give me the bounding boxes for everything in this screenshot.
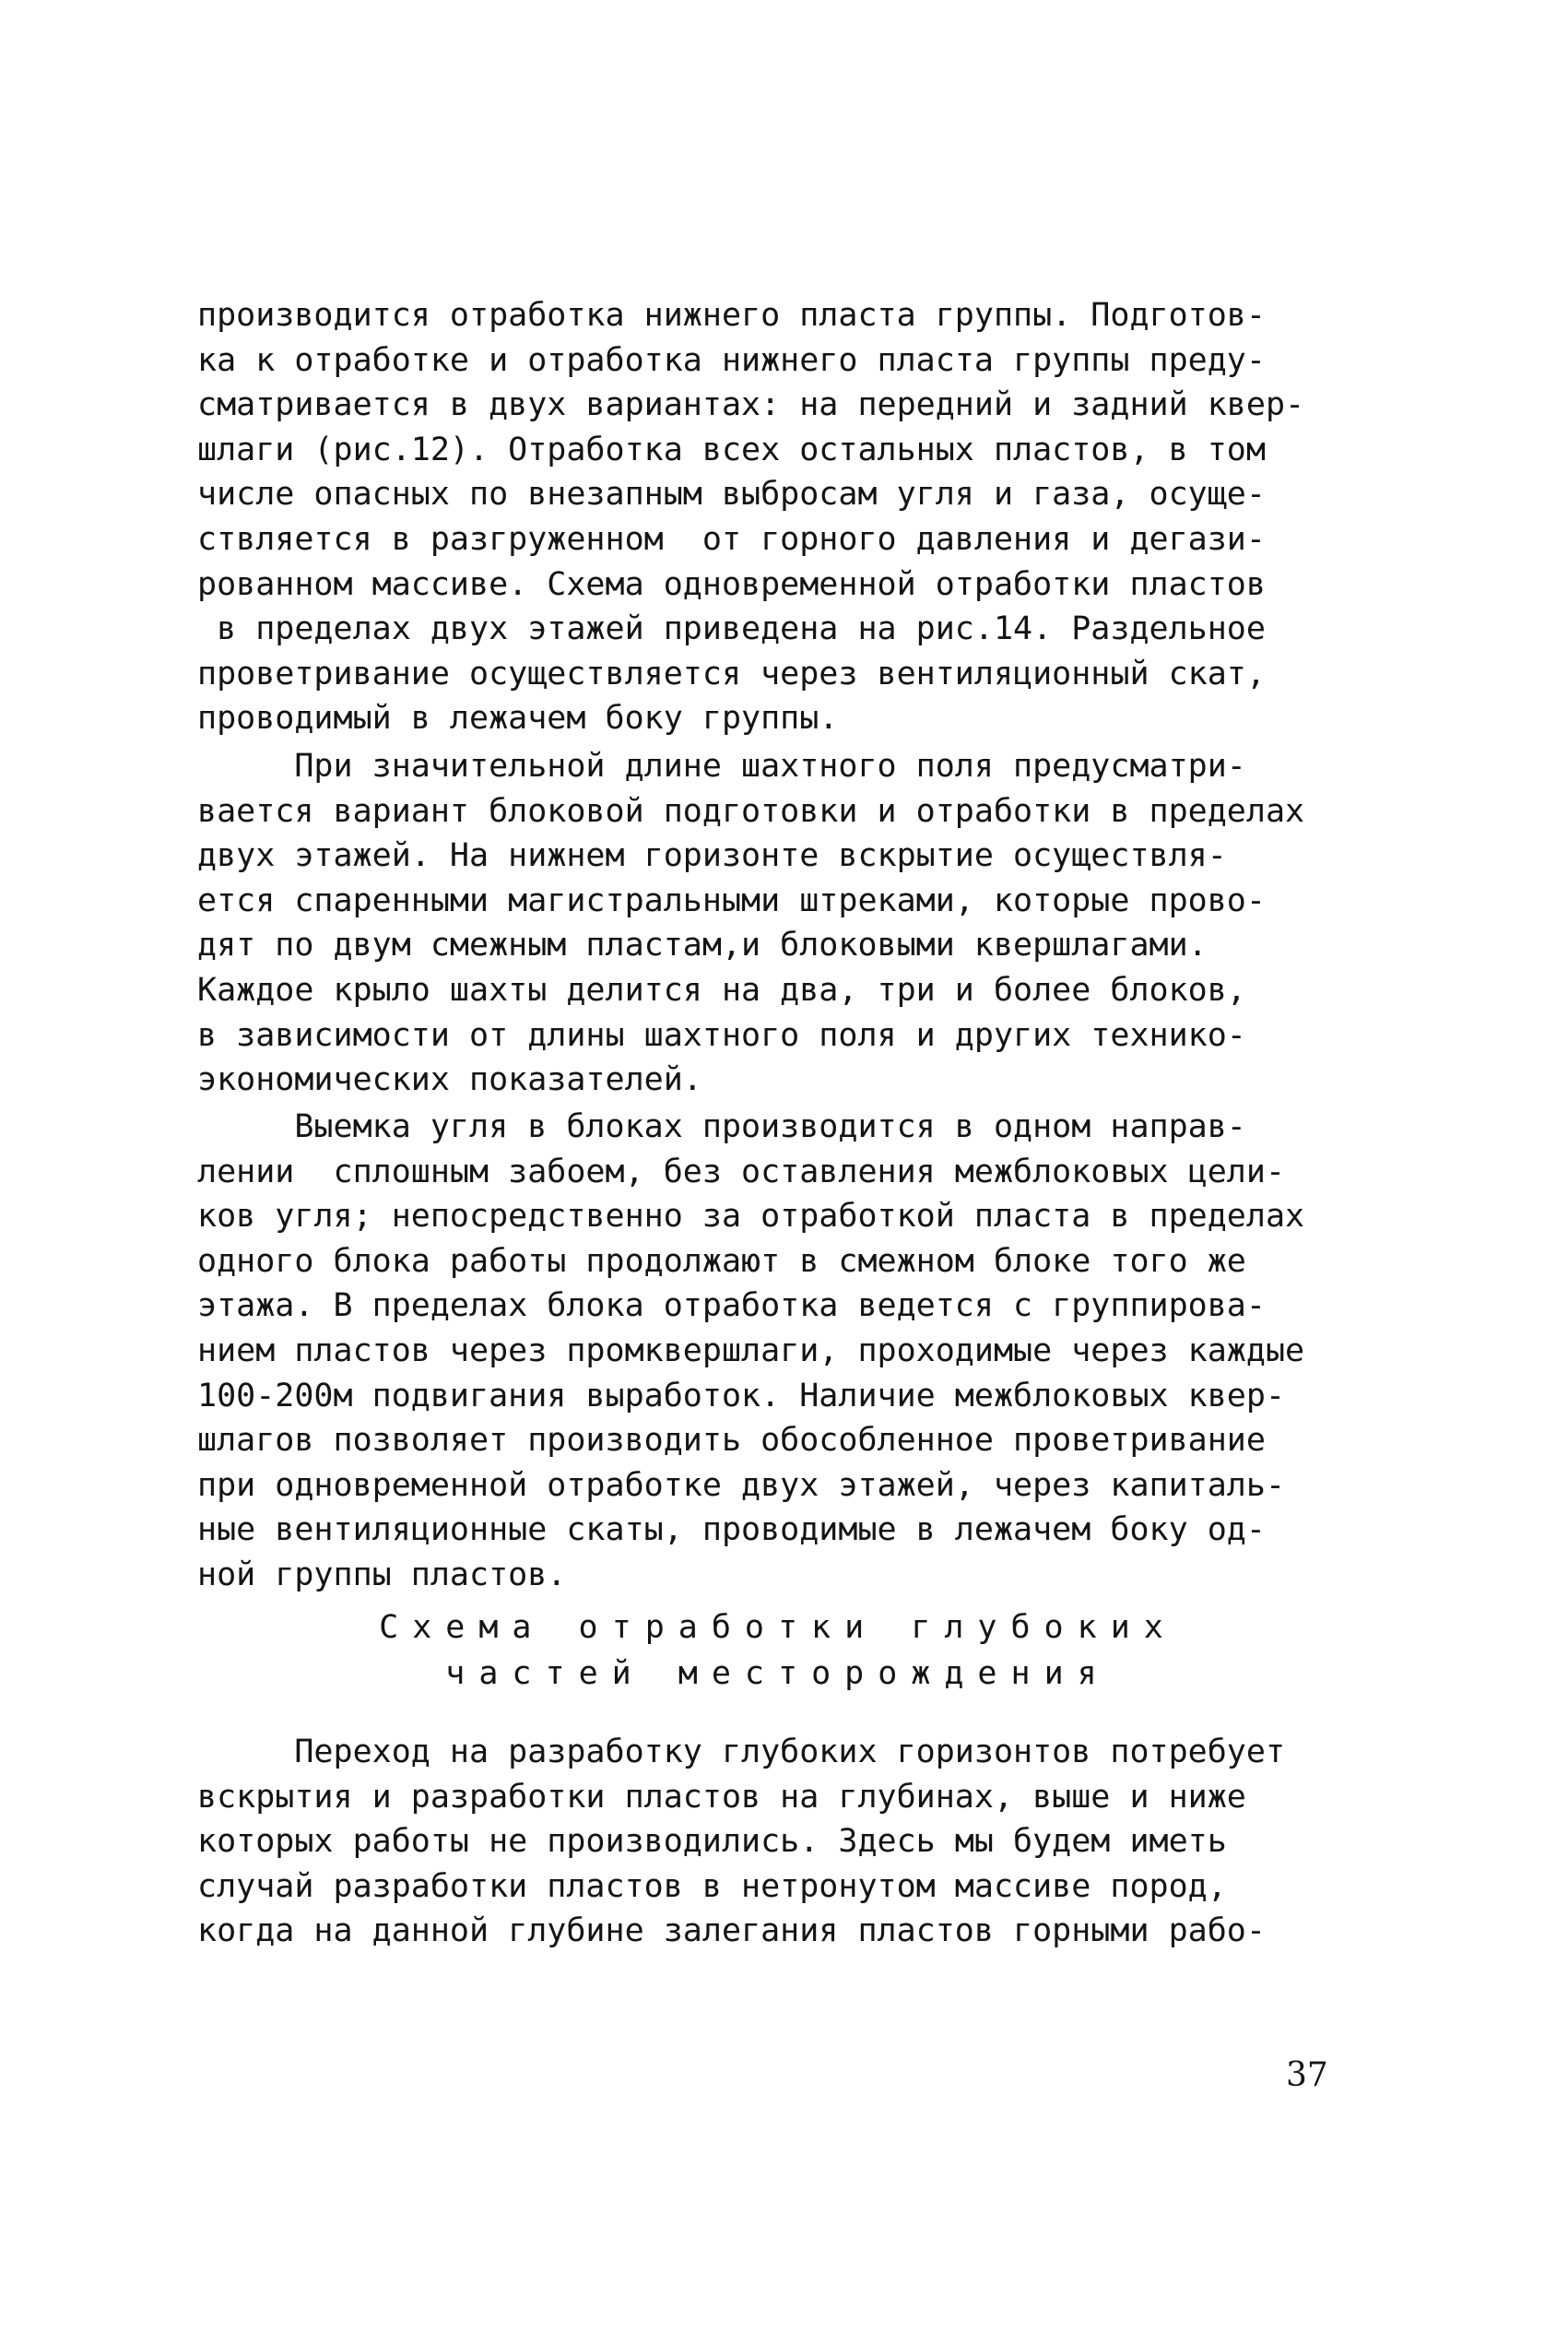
text-line: дят по двум смежным пластам,и блоковыми квершлагами. (197, 927, 1208, 964)
text-line: числе опасных по внезапным выбросам угля и газа, осуще- (197, 476, 1266, 514)
text-line: шлагов позволяет производить обособленное проветривание (197, 1422, 1266, 1460)
text-line: проветривание осуществляется через вентиляционный скат, (197, 655, 1266, 692)
text-line: одного блока работы продолжают в смежном блоке того же (197, 1242, 1246, 1280)
text-line: проводимый в лежачем боку группы. (197, 700, 839, 738)
page-number: 37 (1286, 2056, 1328, 2094)
section-heading (197, 1604, 1359, 1697)
paragraph-1 (197, 293, 1460, 741)
text-line: ка к отработке и отработка нижнего пласта группы преду- (197, 341, 1266, 379)
text-line: которых работы не производились. Здесь мы будем иметь (197, 1823, 1227, 1861)
text-line: при одновременной отработке двух этажей, через капиталь- (197, 1466, 1286, 1504)
text-line: ется спаренными магистральными штреками, которые прово- (197, 882, 1266, 919)
text-line: При значительной длине шахтного поля предусматри- (197, 748, 1246, 785)
text-line: 100-200м подвигания выработок. Наличие межблоковых квер- (197, 1377, 1286, 1414)
text-line: в зависимости от длины шахтного поля и других технико- (197, 1016, 1246, 1054)
heading-line: частей месторождения (445, 1655, 1111, 1692)
text-line: двух этажей. На нижнем горизонте вскрытие осуществля- (197, 837, 1227, 875)
text-line: ные вентиляционные скаты, проводимые в лежачем боку од- (197, 1511, 1266, 1549)
text-line: сматривается в двух вариантах: на передний и задний квер- (197, 386, 1305, 424)
text-line: вается вариант блоковой подготовки и отработки в пределах (197, 792, 1305, 830)
text-line: ной группы пластов. (197, 1556, 567, 1593)
paragraph-3 (197, 1105, 1460, 1598)
text-line: лении сплошным забоем, без оставления межблоковых цели- (197, 1153, 1286, 1190)
paragraph-2 (197, 744, 1460, 1103)
text-line: экономических показателей. (197, 1061, 702, 1099)
text-line: шлаги (рис.12). Отработка всех остальных пластов, в том (197, 431, 1266, 468)
paragraph-4 (197, 1730, 1460, 1954)
text-line: нием пластов через промквершлаги, проходимые через каждые (197, 1331, 1305, 1369)
text-line: когда на данной глубине залегания пластов горными рабо- (197, 1912, 1266, 1950)
text-line: в пределах двух этажей приведена на рис.14. Раздельное (197, 610, 1266, 648)
text-line: этажа. В пределах блока отработка ведется с группирова- (197, 1287, 1266, 1325)
text-line: ков угля; непосредственно за отработкой пласта в пределах (197, 1198, 1305, 1236)
text-line: Переход на разработку глубоких горизонтов потребует (197, 1733, 1286, 1770)
text-line: рованном массиве. Схема одновременной отработки пластов (197, 565, 1266, 603)
text-line: случай разработки пластов в нетронутом массиве пород, (197, 1867, 1227, 1905)
text-line: производится отработка нижнего пласта группы. Подготов- (197, 297, 1266, 334)
text-line: ствляется в разгруженном от горного давления и дегази- (197, 520, 1266, 558)
text-line: Выемка угля в блоках производится в одном направ- (197, 1108, 1246, 1145)
heading-line: Схема отработки глубоких (379, 1609, 1177, 1646)
text-line: Каждое крыло шахты делится на два, три и более блоков, (197, 971, 1246, 1009)
text-line: вскрытия и разработки пластов на глубинах, выше и ниже (197, 1778, 1246, 1816)
